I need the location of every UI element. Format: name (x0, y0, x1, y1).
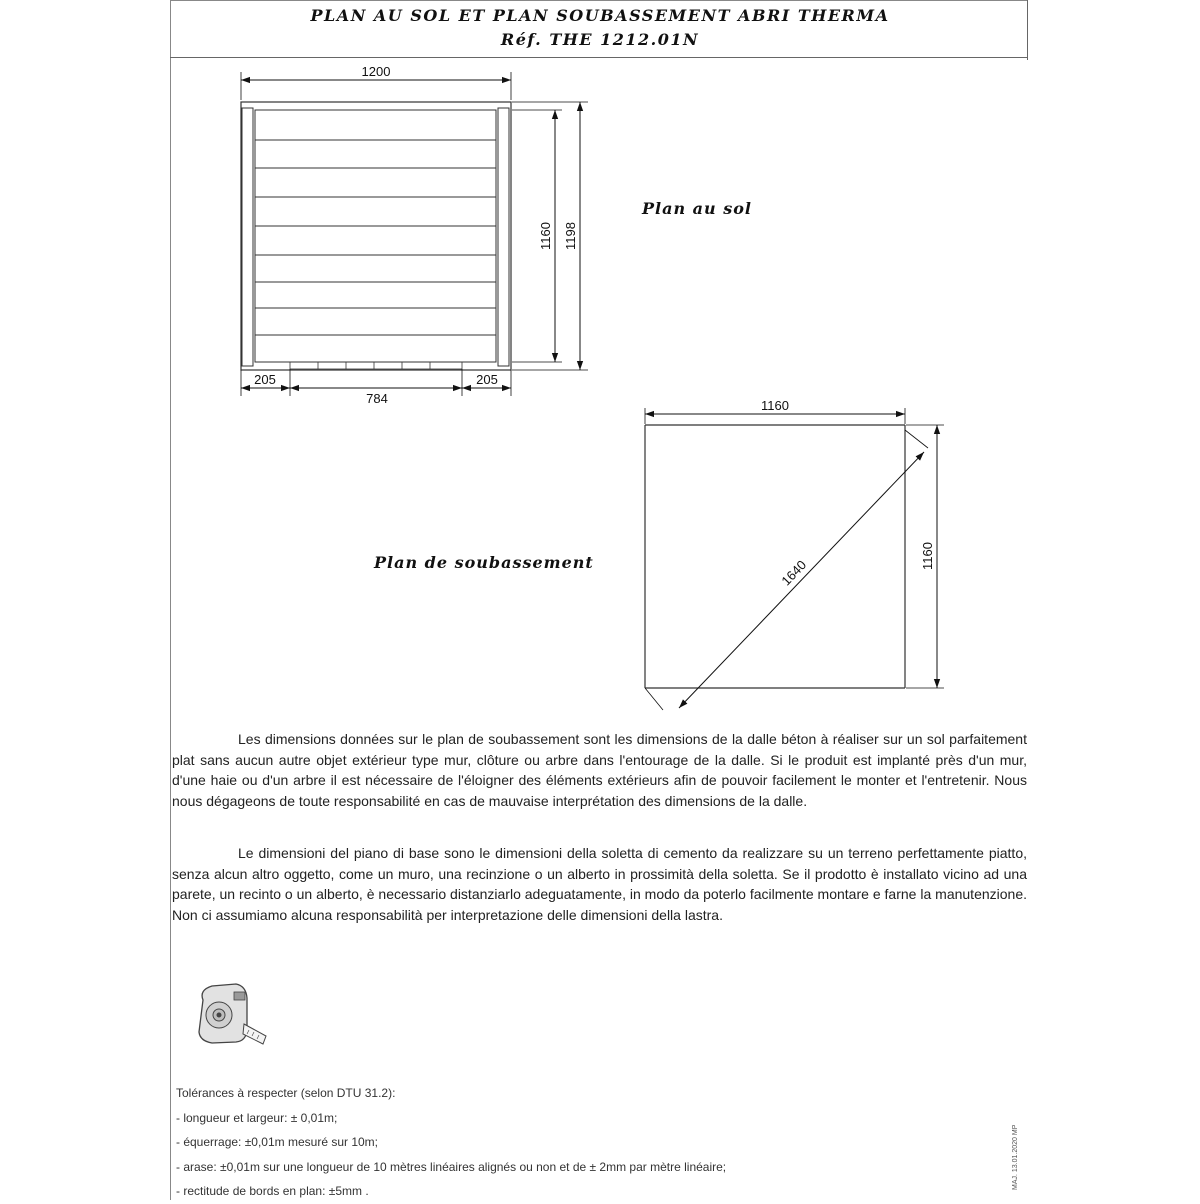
plan-soubassement-label: Plan de soubassement (374, 553, 594, 572)
page-title: PLAN AU SOL ET PLAN SOUBASSEMENT ABRI THERMA (310, 6, 890, 25)
tape-measure-icon (199, 984, 266, 1044)
tolerances-title: Tolérances à respecter (selon DTU 31.2): (176, 1086, 396, 1100)
tolerance-item: - longueur et largeur: ± 0,01m; (176, 1110, 338, 1125)
wall-planks (255, 140, 496, 335)
dim-left-offset-label: 205 (254, 372, 276, 387)
plan-au-sol-drawing (241, 102, 511, 370)
tolerance-item: - arase: ±0,01m sur une longueur de 10 mètres linéaires alignés ou non et de ± 2mm par mètre linéaire; (176, 1159, 727, 1174)
plan-au-sol-dimensions (241, 72, 588, 396)
tolerance-item: - rectitude de bords en plan: ±5mm . (176, 1184, 369, 1198)
dim-width-label: 1200 (361, 64, 391, 79)
plan-au-sol-label: Plan au sol (642, 199, 753, 218)
tolerances-section (176, 1081, 976, 1204)
dim-outer-depth-label: 1198 (563, 222, 578, 250)
right-post (498, 108, 509, 366)
roof-outline (241, 102, 511, 370)
left-post (242, 108, 253, 366)
page-reference: Réf. THE 1212.01N (500, 30, 700, 49)
dim-opening-label: 784 (366, 391, 388, 406)
dim-diagonal-label: 1640 (778, 557, 810, 589)
door-threshold (290, 362, 462, 369)
plan-soubassement-dimensions (645, 408, 944, 710)
wall-panel (255, 110, 496, 362)
tolerance-item: - équerrage: ±0,01m mesuré sur 10m; (176, 1135, 379, 1149)
dim-base-width-label: 1160 (761, 398, 789, 413)
paragraph-it: Le dimensioni del piano di base sono le dimensioni della soletta di cemento da realizzare su un terreno perfettamente piatto, senza alcun altro oggetto, come un muro, una recinzione o un alberto in prossimità della soletta. Se il prodotto è installato vicino ad una parete, un recinto o un alberto, è necessario distanziarlo adeguatamente, in modo da poterlo facilmente montare e farne la manutenzione. Non ci assumiamo alcuna responsabilità per interpretazione delle dimensioni della lastra. (172, 845, 1027, 923)
dim-base-height-label: 1160 (920, 542, 935, 570)
dim-right-offset-label: 205 (476, 372, 498, 387)
dim-inner-depth-label: 1160 (538, 222, 553, 250)
revision-footnote: MAJ. 13.01.2020 MP (1012, 1124, 1019, 1190)
plan-soubassement-drawing (645, 425, 905, 688)
paragraph-fr: Les dimensions données sur le plan de soubassement sont les dimensions de la dalle béton à réaliser sur un sol parfaitement plat sans aucun autre objet extérieur type mur, clôture ou arbre dans l'entourage de la dalle. Si le produit est implanté près d'un mur, d'une haie ou d'un arbre il est nécessaire de l'éloigner des éléments extérieurs afin de pouvoir facilement le monter et l'entretenir. Nous nous dégageons de toute responsabilité en cas de mauvaise interprétation des dimensions de la dalle. (172, 731, 1027, 809)
dim-line-diagonal (679, 452, 924, 708)
